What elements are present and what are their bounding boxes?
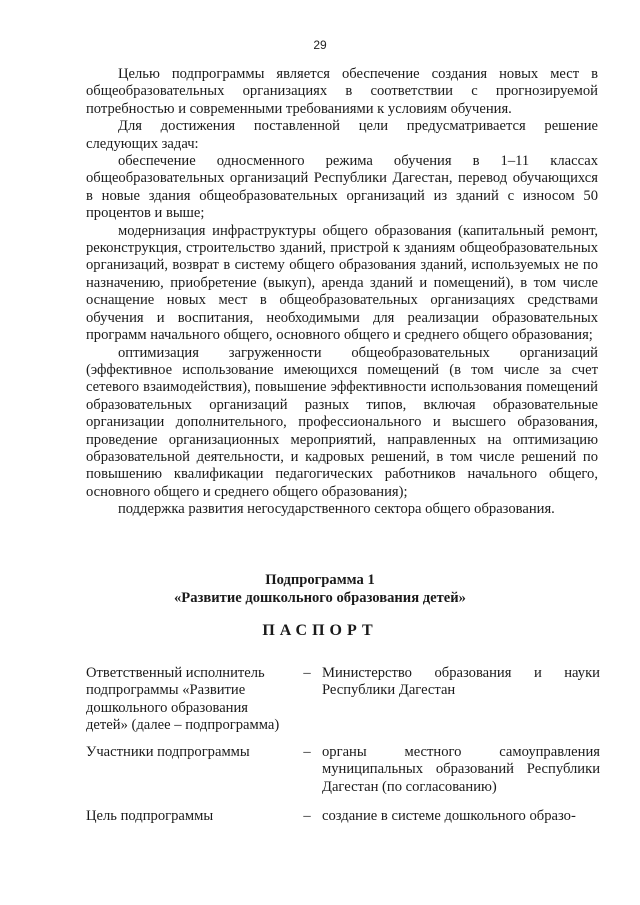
passport-row-value: Министерство образования и науки Республики Дагестан [322, 665, 600, 699]
passport-row-value: создание в системе дошкольного образо- [322, 808, 576, 824]
passport-heading: ПАСПОРТ [262, 622, 378, 639]
paragraph-task-optimization: оптимизация загруженности общеобразовательных организаций (эффективное использование имеющихся помещений (в том числе за счет сетевого взаимодействия), повышение эффективности использования помещений образовательных организаций разных типов, включая образовательные организации дополнительного, профессионального и высшего образования, проведение организационных мероприятий, направленных на оптимизацию образовательной деятельности, и кадровых решений, в том числе решений по повышению квалификации педагогических работников начального общего, основного общего и среднего общего образования); [86, 344, 598, 500]
passport-row-responsible [86, 665, 600, 735]
paragraph-tasks-intro: Для достижения поставленной цели предусматривается решение следующих задач: [86, 118, 598, 152]
paragraph-goal: Целью подпрограммы является обеспечение создания новых мест в общеобразовательных организациях в соответствии с прогнозируемой потребностью и современными требованиями к условиям обучения. [86, 66, 598, 117]
subprogram-title: Подпрограмма 1 [265, 572, 375, 588]
passport-row-goal [86, 808, 600, 825]
passport-row-value: органы местного самоуправления муниципальных образований Республики Дагестан (по согласованию) [322, 744, 600, 795]
passport-row-dash: – [303, 744, 311, 760]
page-number: 29 [313, 38, 327, 52]
passport-row-dash: – [303, 808, 311, 824]
passport-row-participants [86, 744, 600, 796]
paragraph-task-single-shift: обеспечение односменного режима обучения в 1–11 классах общеобразовательных организаций Республики Дагестан, перевод обучающихся в новые здания общеобразовательных организаций из зданий с износом 50 процентов и выше; [86, 153, 598, 222]
paragraph-task-modernization: модернизация инфраструктуры общего образования (капитальный ремонт, реконструкция, строительство зданий, пристрой к зданиям общеобразовательных организаций, возврат в систему общего образования зданий, используемых не по назначению, приобретение (выкуп), аренда зданий и помещений), в том числе оснащение новых мест в общеобразовательных организациях средствами обучения и воспитания, необходимыми для реализации образовательных программ начального общего, основного общего и среднего общего образования; [86, 222, 598, 344]
passport-row-label: Участники подпрограммы [86, 744, 250, 760]
subprogram-name: «Развитие дошкольного образования детей» [174, 590, 466, 606]
body-text [86, 66, 598, 519]
paragraph-task-private-sector: поддержка развития негосударственного сектора общего образования. [118, 501, 555, 518]
passport-row-label: Ответственный исполнитель подпрограммы «Развитие дошкольного образования детей» (далее – подпрограмма) [86, 665, 280, 734]
passport-row-dash: – [303, 665, 311, 681]
passport-row-label: Цель подпрограммы [86, 808, 214, 824]
